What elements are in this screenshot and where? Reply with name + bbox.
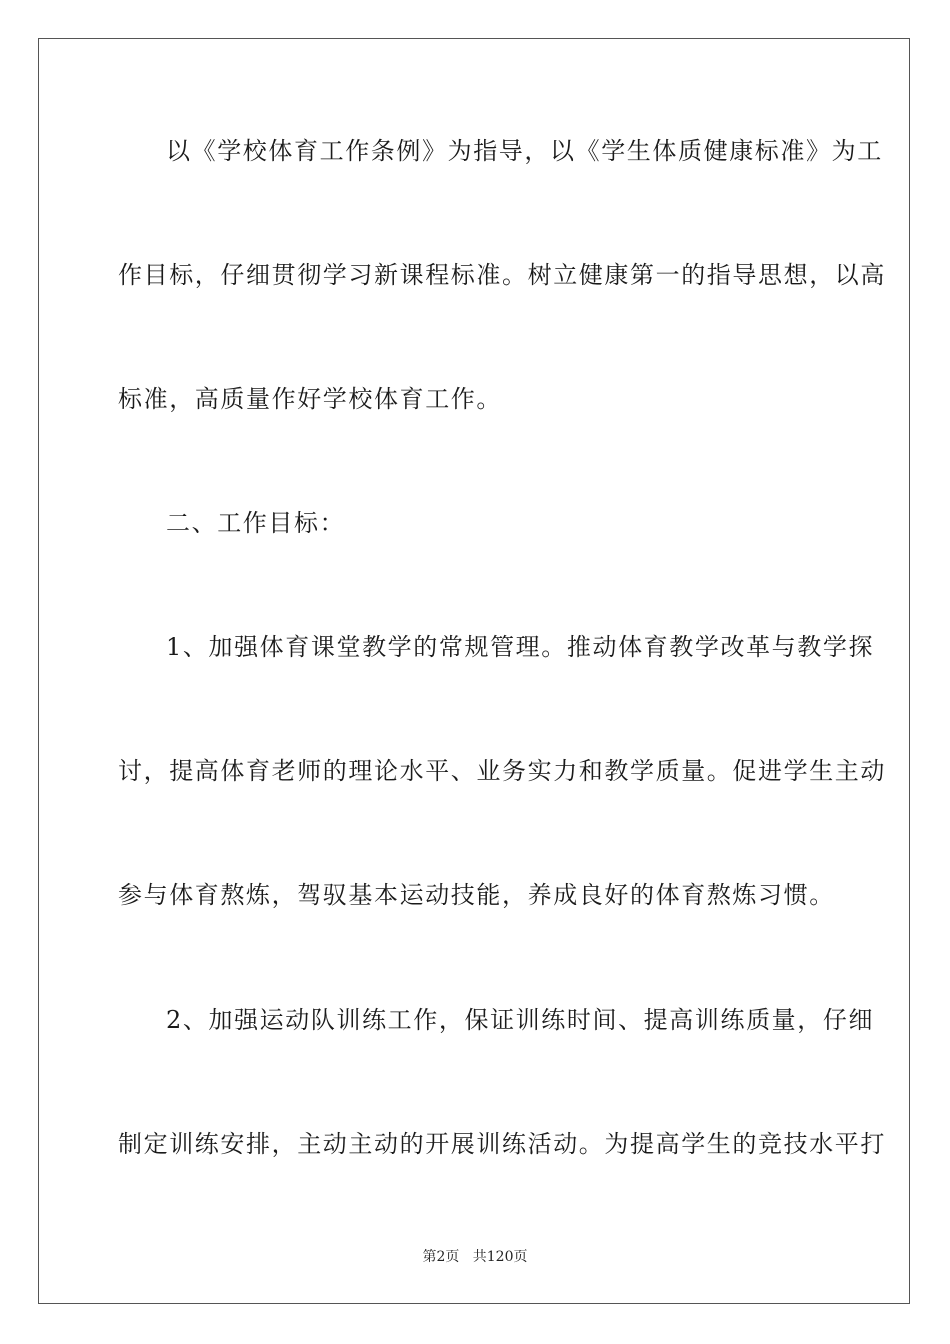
page-number: 第2页 bbox=[422, 1249, 460, 1265]
page-footer bbox=[0, 1248, 950, 1266]
paragraph-2-line-1: 1、加强体育课堂教学的常规管理。推动体育教学改革与教学探 bbox=[166, 633, 875, 661]
paragraph-3-line-2: 制定训练安排，主动主动的开展训练活动。为提高学生的竞技水平打 bbox=[118, 1130, 886, 1158]
paragraph-3-line-1: 2、加强运动队训练工作，保证训练时间、提高训练质量，仔细 bbox=[166, 1006, 875, 1034]
paragraph-1-line-2: 作目标，仔细贯彻学习新课程标准。树立健康第一的指导思想，以高 bbox=[118, 261, 886, 289]
page-frame bbox=[38, 38, 910, 1304]
paragraph-1-line-3: 标准，高质量作好学校体育工作。 bbox=[118, 385, 502, 413]
page-total: 共120页 bbox=[472, 1249, 528, 1265]
section-heading: 二、工作目标： bbox=[166, 509, 346, 537]
paragraph-1-line-1: 以《学校体育工作条例》为指导，以《学生体质健康标准》为工 bbox=[166, 137, 883, 165]
paragraph-2-line-2: 讨，提高体育老师的理论水平、业务实力和教学质量。促进学生主动 bbox=[118, 757, 886, 785]
paragraph-2-line-3: 参与体育熬炼，驾驭基本运动技能，养成良好的体育熬炼习惯。 bbox=[118, 881, 835, 909]
